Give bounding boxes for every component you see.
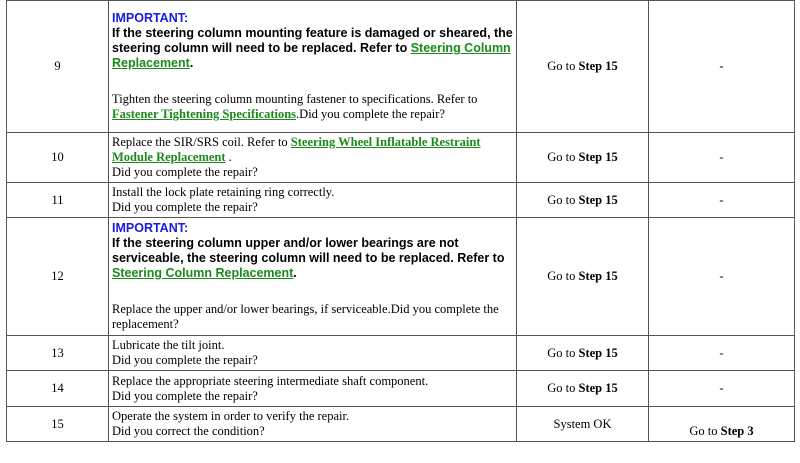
step-action — [109, 407, 517, 442]
step-number: 15 — [7, 407, 109, 442]
step-number: 14 — [7, 371, 109, 407]
action-question: .Did you complete the repair? — [296, 107, 445, 121]
yes-go-to: Go to — [547, 381, 579, 395]
action-instruction: Replace the appropriate steering intermediate shaft component. — [112, 373, 429, 388]
table-row — [7, 133, 795, 183]
yes-step-link[interactable]: Step 15 — [578, 345, 618, 360]
yes-result: System OK — [517, 407, 649, 442]
spacer — [112, 71, 513, 92]
step-action — [109, 218, 517, 336]
yes-step-link[interactable]: Step 15 — [578, 381, 618, 395]
important-note — [112, 236, 513, 281]
yes-step-link[interactable]: Step 15 — [578, 192, 618, 207]
action-text — [112, 92, 513, 122]
diagnostic-steps-table — [6, 0, 795, 442]
action-instruction: Replace the upper and/or lower bearings, if serviceable.Did you complete the replacement? — [112, 302, 499, 331]
yes-go-to: Go to — [547, 150, 579, 164]
no-result: - — [649, 133, 795, 183]
important-label: IMPORTANT: — [112, 221, 189, 235]
no-result: - — [649, 336, 795, 371]
yes-result — [517, 1, 649, 133]
action-question: Did you correct the condition? — [112, 424, 265, 438]
yes-go-to: Go to — [547, 345, 579, 360]
step-action — [109, 133, 517, 183]
action-question: Did you complete the repair? — [112, 165, 258, 179]
table-row — [7, 371, 795, 407]
important-note — [112, 26, 513, 71]
yes-result — [517, 336, 649, 371]
step-action — [109, 183, 517, 218]
action-instruction: Tighten the steering column mounting fastener to specifications. Refer to — [112, 92, 478, 106]
yes-step-link[interactable]: Step 15 — [578, 269, 618, 283]
important-label: IMPORTANT: — [112, 11, 189, 25]
step-action — [109, 1, 517, 133]
table-row — [7, 407, 795, 442]
yes-result — [517, 218, 649, 336]
yes-result — [517, 183, 649, 218]
step-action — [109, 371, 517, 407]
no-result: - — [649, 218, 795, 336]
action-question: Did you complete the repair? — [112, 200, 258, 214]
yes-result — [517, 371, 649, 407]
table-row — [7, 218, 795, 336]
yes-step-link[interactable]: Step 15 — [578, 59, 618, 73]
step-number: 10 — [7, 133, 109, 183]
action-instruction: Operate the system in order to verify the repair. — [112, 409, 350, 423]
action-instruction: Lubricate the tilt joint. — [112, 338, 225, 352]
important-text: If the steering column upper and/or lower bearings are not serviceable, the steering column will need to be replaced. Refer to — [112, 236, 505, 265]
table-row — [7, 183, 795, 218]
yes-step-link[interactable]: Step 15 — [578, 150, 618, 164]
no-go-to: Go to — [689, 424, 721, 438]
fastener-tightening-specifications-link[interactable]: Fastener Tightening Specifications — [112, 107, 297, 121]
action-instruction: Install the lock plate retaining ring correctly. — [112, 185, 335, 199]
action-instruction: Replace the SIR/SRS coil. Refer to — [112, 135, 291, 149]
action-question: Did you complete the repair? — [112, 353, 258, 367]
action-question: Did you complete the repair? — [112, 388, 258, 403]
step-number: 12 — [7, 218, 109, 336]
yes-go-to: Go to — [547, 59, 579, 73]
action-text — [112, 135, 513, 165]
step-action — [109, 336, 517, 371]
table-row — [7, 1, 795, 133]
action-end: . — [225, 150, 232, 164]
no-result: - — [649, 371, 795, 407]
step-number: 9 — [7, 1, 109, 133]
no-result: - — [649, 183, 795, 218]
no-result — [649, 407, 795, 442]
spacer — [112, 281, 513, 302]
yes-go-to: Go to — [547, 192, 579, 207]
yes-go-to: Go to — [547, 269, 579, 283]
steering-column-replacement-link[interactable]: Steering Column Replacement — [112, 266, 294, 280]
step-number: 11 — [7, 183, 109, 218]
important-text: If the steering column mounting feature is damaged or sheared, the steering column will need to be replaced. Refer to — [112, 26, 513, 55]
no-step-link[interactable]: Step 3 — [720, 424, 754, 438]
steering-column-replacement-link[interactable]: Steering Column Replacement — [112, 41, 511, 70]
important-end: . — [189, 56, 194, 70]
step-number: 13 — [7, 336, 109, 371]
important-end: . — [293, 266, 297, 280]
table-row — [7, 336, 795, 371]
yes-result — [517, 133, 649, 183]
steering-wheel-inflatable-restraint-module-replacement-link[interactable]: Steering Wheel Inflatable Restraint Module Replacement — [112, 135, 481, 164]
no-result: - — [649, 1, 795, 133]
